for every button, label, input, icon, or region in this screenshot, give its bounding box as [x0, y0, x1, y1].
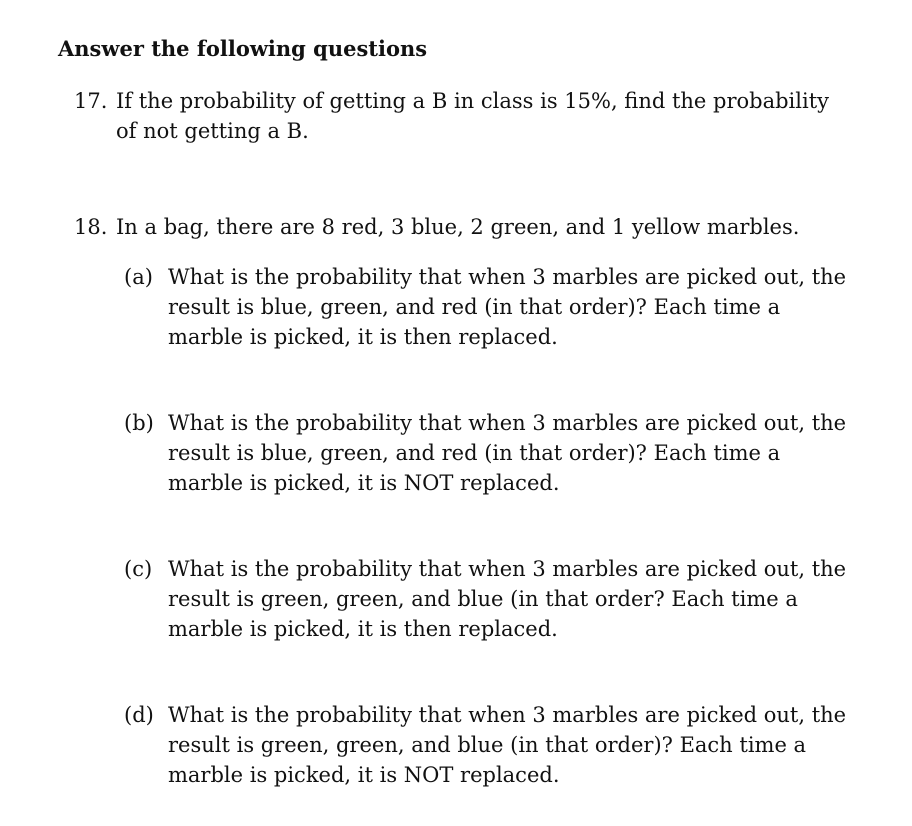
part-text: marble is picked, it is NOT replaced. — [168, 763, 560, 787]
part-label: (b) — [124, 411, 154, 435]
part-text: marble is picked, it is then replaced. — [168, 325, 558, 349]
question-number: 18. — [74, 215, 108, 239]
part-text: What is the probability that when 3 marbles are picked out, the — [168, 557, 847, 581]
part-text: result is blue, green, and red (in that order)? Each time a — [168, 295, 781, 319]
part-label: (c) — [124, 557, 153, 581]
part-text: What is the probability that when 3 marbles are picked out, the — [168, 265, 847, 289]
part-label: (d) — [124, 703, 154, 727]
part-text: What is the probability that when 3 marbles are picked out, the — [168, 411, 847, 435]
part-text: marble is picked, it is NOT replaced. — [168, 471, 560, 495]
part-text: result is blue, green, and red (in that order)? Each time a — [168, 441, 781, 465]
part-text: result is green, green, and blue (in that order)? Each time a — [168, 733, 807, 757]
heading: Answer the following questions — [58, 36, 428, 61]
part-text: marble is picked, it is then replaced. — [168, 617, 558, 641]
question-text: of not getting a B. — [116, 119, 309, 143]
part-label: (a) — [124, 265, 153, 289]
part-text: result is green, green, and blue (in that order? Each time a — [168, 587, 798, 611]
question-number: 17. — [74, 89, 108, 113]
part-text: What is the probability that when 3 marbles are picked out, the — [168, 703, 847, 727]
question-text: In a bag, there are 8 red, 3 blue, 2 green, and 1 yellow marbles. — [116, 215, 800, 239]
question-text: If the probability of getting a B in class is 15%, find the probability — [116, 89, 830, 113]
